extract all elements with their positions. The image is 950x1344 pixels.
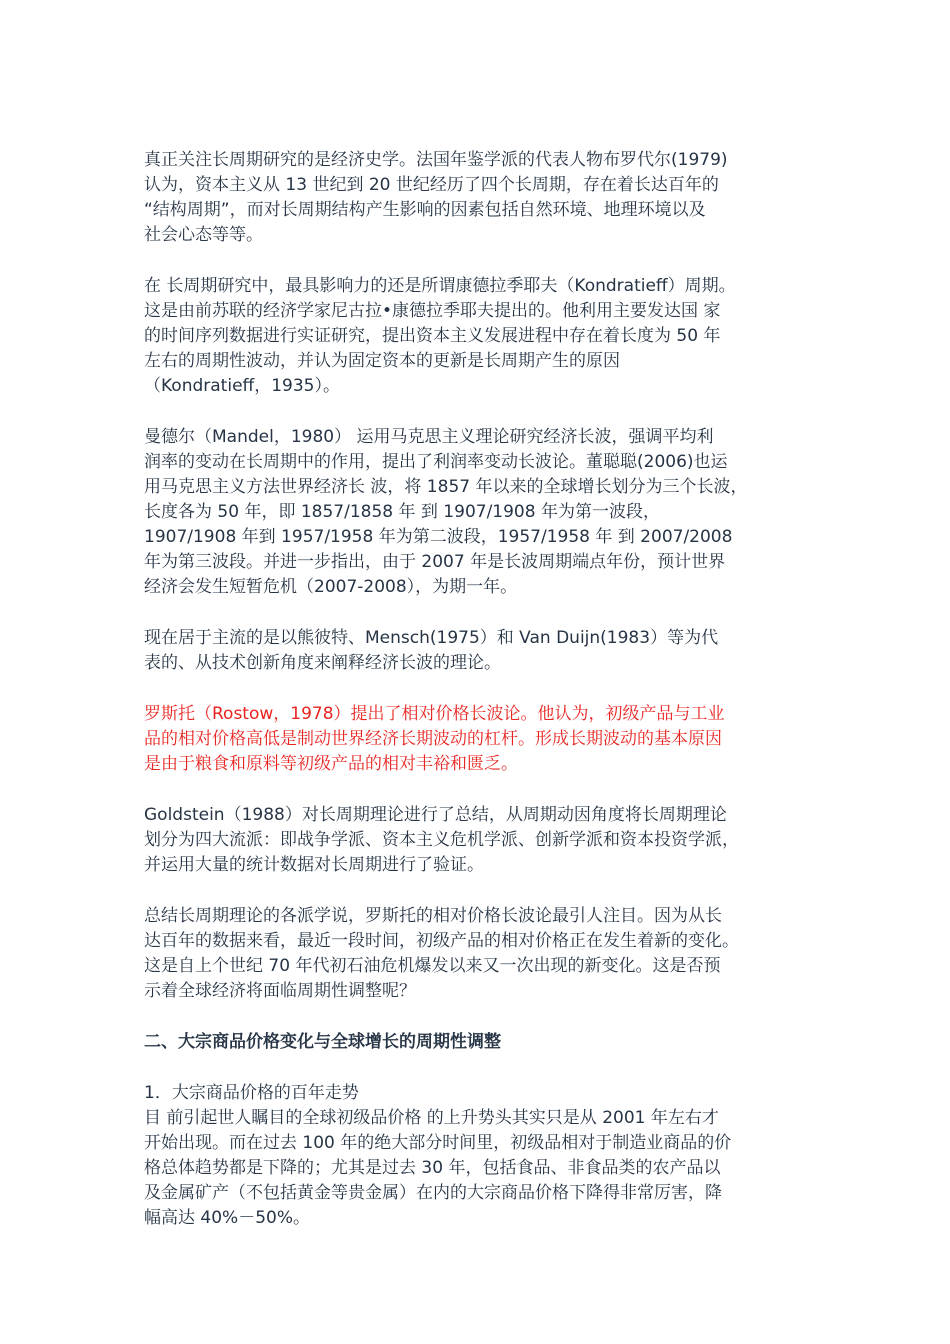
text-line: 左右的周期性波动，并认为固定资本的更新是长周期产生的原因 <box>144 351 620 371</box>
text-line: 现在居于主流的是以熊彼特、Mensch(1975）和 Van Duijn(1983）等为代 <box>144 628 719 648</box>
text-line: 开始出现。而在过去 100 年的绝大部分时间里，初级品相对于制造业商品的价 <box>144 1133 732 1153</box>
text-line: Goldstein（1988）对长周期理论进行了总结，从周期动因角度将长周期理论 <box>144 805 727 825</box>
text-line: 社会心态等等。 <box>144 225 263 245</box>
text-line: 曼德尔（Mandel，1980） 运用马克思主义理论研究经济长波，强调平均利 <box>144 427 714 447</box>
text-line: 真正关注长周期研究的是经济史学。法国年鉴学派的代表人物布罗代尔(1979) <box>144 150 728 170</box>
text-line: “结构周期”，而对长周期结构产生影响的因素包括自然环境、地理环境以及 <box>144 200 706 220</box>
text-line: 年为第三波段。并进一步指出，由于 2007 年是长波周期端点年份，预计世界 <box>144 552 726 572</box>
paragraph-goldstein <box>144 803 824 878</box>
text-line: 的时间序列数据进行实证研究，提出资本主义发展进程中存在着长度为 50 年 <box>144 326 721 346</box>
text-line: 划分为四大流派：即战争学派、资本主义危机学派、创新学派和资本投资学派， <box>144 830 739 850</box>
text-line: 达百年的数据来看，最近一段时间，初级产品的相对价格正在发生着新的变化。 <box>144 931 739 951</box>
text-line: 总结长周期理论的各派学说，罗斯托的相对价格长波论最引人注目。因为从长 <box>144 906 722 926</box>
text-line: 品的相对价格高低是制动世界经济长期波动的杠杆。形成长期波动的基本原因 <box>144 729 722 749</box>
text-line: 罗斯托（Rostow，1978）提出了相对价格长波论。他认为，初级产品与工业 <box>144 704 725 724</box>
text-line: 格总体趋势都是下降的；尤其是过去 30 年，包括食品、非食品类的农产品以 <box>144 1158 721 1178</box>
paragraph-schumpeter <box>144 626 824 676</box>
text-line: 示着全球经济将面临周期性调整呢？ <box>144 981 416 1001</box>
paragraph-kondratieff <box>144 274 824 399</box>
text-line: 1．大宗商品价格的百年走势 <box>144 1083 359 1103</box>
paragraph-summary <box>144 904 824 1004</box>
paragraph-braudel <box>144 148 824 248</box>
text-line: 1907/1908 年到 1957/1958 年为第二波段，1957/1958 年 到 2007/2008 <box>144 527 733 547</box>
text-line: 经济会发生短暂危机（2007-2008），为期一年。 <box>144 577 518 597</box>
text-line: 表的、从技术创新角度来阐释经济长波的理论。 <box>144 653 501 673</box>
subsection-heading <box>144 1081 824 1106</box>
text-line: （Kondratieff，1935）。 <box>144 376 340 396</box>
text-line: 在 长周期研究中，最具影响力的还是所谓康德拉季耶夫（Kondratieff）周期。 <box>144 276 736 296</box>
text-line: 润率的变动在长周期中的作用，提出了利润率变动长波论。董聪聪(2006)也运 <box>144 452 728 472</box>
text-line: 是由于粮食和原料等初级产品的相对丰裕和匮乏。 <box>144 754 518 774</box>
paragraph-commodity-prices <box>144 1106 824 1231</box>
text-line: 及金属矿产（不包括黄金等贵金属）在内的大宗商品价格下降得非常厉害，降 <box>144 1183 722 1203</box>
text-line: 这是自上个世纪 70 年代初石油危机爆发以来又一次出现的新变化。这是否预 <box>144 956 721 976</box>
paragraph-rostow-highlighted <box>144 702 824 777</box>
text-line: 幅高达 40%－50%。 <box>144 1208 310 1228</box>
paragraph-mandel <box>144 425 824 600</box>
text-line: 并运用大量的统计数据对长周期进行了验证。 <box>144 855 484 875</box>
text-line: 目 前引起世人瞩目的全球初级品价格 的上升势头其实只是从 2001 年左右才 <box>144 1108 719 1128</box>
text-line: 认为，资本主义从 13 世纪到 20 世纪经历了四个长周期，存在着长达百年的 <box>144 175 719 195</box>
document-page <box>144 148 824 1257</box>
section-heading: 二、大宗商品价格变化与全球增长的周期性调整 <box>144 1032 501 1052</box>
text-line: 这是由前苏联的经济学家尼古拉•康德拉季耶夫提出的。他利用主要发达国 家 <box>144 301 721 321</box>
text-line: 长度各为 50 年，即 1857/1858 年 到 1907/1908 年为第一波段， <box>144 502 660 522</box>
text-line: 用马克思主义方法世界经济长 波，将 1857 年以来的全球增长划分为三个长波， <box>144 477 748 497</box>
